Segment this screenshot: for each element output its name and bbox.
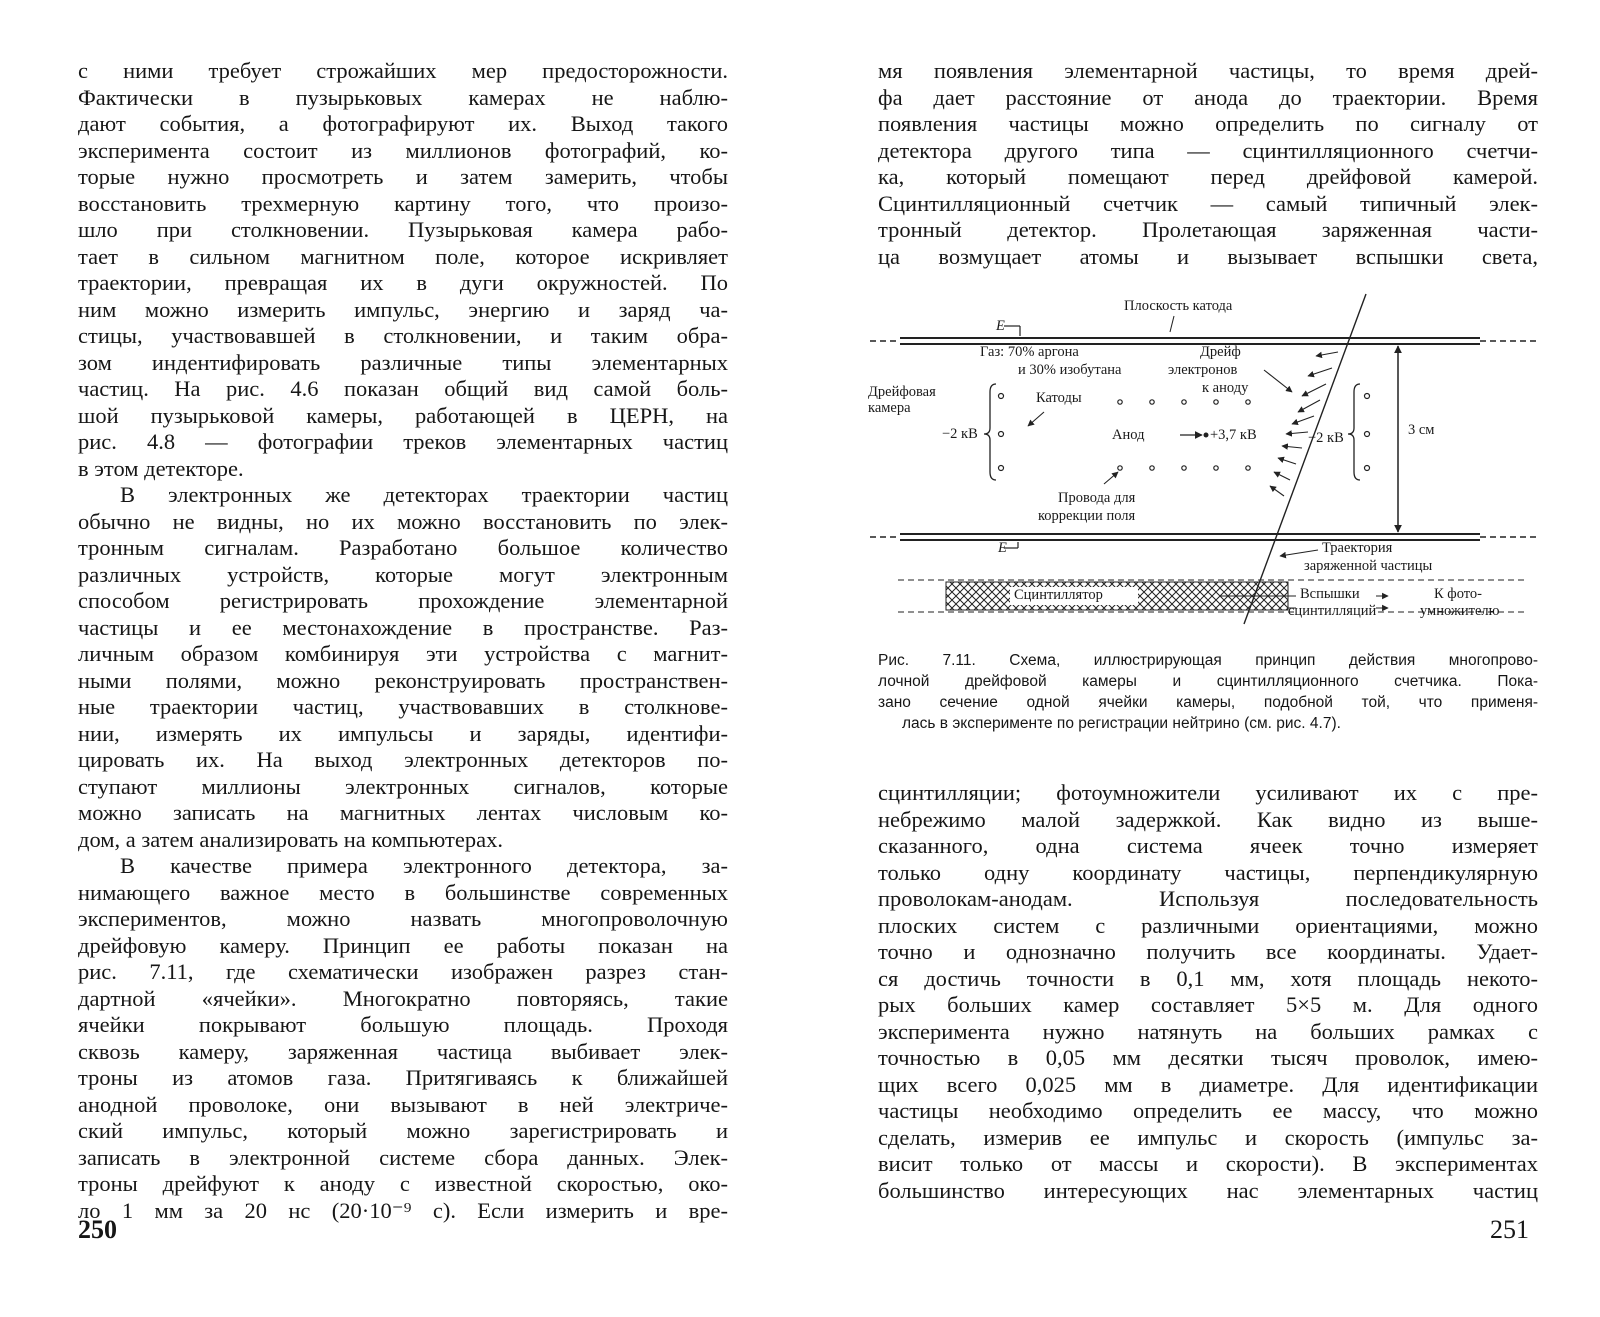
label-to-pmt: К фото- [1434, 586, 1482, 602]
wire-icon [1214, 400, 1218, 404]
label-minus-2kv-left: −2 кВ [942, 426, 978, 442]
label-anode: Анод [1112, 427, 1145, 443]
text-line: обычно не видны, но их можно восстановить по элек- [78, 508, 728, 534]
wire-icon [1150, 466, 1154, 470]
label-gas-2: и 30% изобутана [1018, 362, 1122, 378]
text-line: В качестве примера электронного детектора, за- [120, 853, 728, 878]
caption-line: зано сечение одной ячейки камеры, подобной той, что применя- [878, 694, 1538, 711]
text-line: эксперимента состоит из миллионов фотографий, ко- [78, 137, 728, 163]
text-line: ячейки покрывают большую площадь. Проходя [78, 1012, 728, 1037]
label-chamber-2: камера [868, 400, 911, 416]
text-line: детектора другого типа — сцинтилляционного счетчи- [878, 137, 1538, 163]
text-line: способом регистрировать прохождение элементарной [78, 588, 728, 613]
wire-icon [1365, 466, 1370, 471]
text-line: появления частицы можно определить по сигналу от [878, 111, 1538, 136]
label-cathodes: Катоды [1036, 390, 1082, 406]
anode-wire-icon [1204, 433, 1209, 438]
text-line: рис. 4.8 — фотографии треков элементарных частиц [78, 429, 728, 454]
text-line: с ними требует строжайших мер предосторожности. [78, 58, 728, 83]
wire-icon [1118, 400, 1122, 404]
text-line: нии, измерять их импульсы и заряды, идентифи- [78, 720, 728, 746]
left-page-text [78, 58, 728, 1224]
wire-icon [999, 466, 1004, 471]
label-3cm: 3 см [1408, 422, 1435, 438]
wire-icon [1150, 400, 1154, 404]
text-line: плоских систем с различными ориентациями, можно [878, 912, 1538, 938]
figure-drift-chamber [868, 292, 1568, 632]
text-line: тронным сигналам. Разработано большое количество [78, 535, 728, 560]
text-line: эксперимента нужно натянуть на больших рамках с [878, 1018, 1538, 1044]
right-page [800, 0, 1600, 1317]
text-line: только одну координату частицы, перпендикулярную [878, 859, 1538, 885]
label-minus-2kv-right: −2 кВ [1308, 430, 1344, 446]
right-brace [1348, 384, 1360, 480]
text-line: восстановить трехмерную картину того, что произо- [78, 190, 728, 216]
text-line: ся достичь точности в 0,1 мм, хотя площадь некото- [878, 965, 1538, 991]
text-line: экспериментов, можно назвать многопроволочную [78, 906, 728, 931]
text-line: стицы, участвовавшей в столкновении, и таким обра- [78, 323, 728, 348]
page-number: 251 [1490, 1215, 1529, 1244]
wire-icon [1246, 466, 1250, 470]
text-line: шой пузырьковой камеры, работающей в ЦЕРН, на [78, 402, 728, 428]
text-line: ло 1 мм за 20 нс (20·10⁻⁹ с). Если измерить и вре- [78, 1197, 728, 1223]
text-line: ными полями, можно реконструировать пространствен- [78, 667, 728, 693]
label-flashes: Вспышки [1300, 586, 1360, 602]
label-trajectory-2: заряженной частицы [1304, 558, 1433, 574]
label-to-pmt-2: умножителю [1420, 603, 1500, 619]
text-line: Сцинтилляционный счетчик — самый типичный элек- [878, 190, 1538, 216]
wire-icon [999, 394, 1004, 399]
text-line: частиц. На рис. 4.6 показан общий вид самой боль- [78, 376, 728, 401]
text-line: цировать их. На выход электронных детекторов по- [78, 747, 728, 772]
text-line: сцинтилляции; фотоумножители усиливают их с пре- [878, 780, 1538, 805]
text-line: записать в электронной системе сбора данных. Элек- [78, 1144, 728, 1170]
text-line: В электронных же детекторах траектории частиц [120, 482, 728, 507]
label-drift-3: к аноду [1202, 380, 1249, 396]
drift-electron-arrows [1270, 352, 1338, 496]
label-e-bottom: E [998, 540, 1007, 556]
label-correction-2: коррекции поля [1038, 508, 1136, 524]
text-line: частицы и ее местонахождение в пространстве. Раз- [78, 614, 728, 640]
label-chamber: Дрейфовая [868, 384, 936, 400]
text-line: тронный детектор. Пролетающая заряженная части- [878, 217, 1538, 242]
label-anode-voltage: +3,7 кВ [1210, 427, 1257, 443]
text-line: траектории, превращая их в дуги окружностей. По [78, 270, 728, 295]
text-line: в этом детекторе. [78, 455, 244, 481]
text-line: дрейфовую камеру. Принцип ее работы показан на [78, 932, 728, 958]
text-line: фа дает расстояние от анода до траектории. Время [878, 84, 1538, 110]
wire-icon [1246, 400, 1250, 404]
text-line: щих всего 0,025 мм в диаметре. Для идентификации [878, 1071, 1538, 1097]
wire-icon [1182, 400, 1186, 404]
wire-icon [1182, 466, 1186, 470]
caption-line: лочной дрейфовой камеры и сцинтилляционного счетчика. Пока- [878, 673, 1538, 690]
label-gas: Газ: 70% аргона [980, 344, 1079, 360]
label-flashes-2: сцинтилляций [1288, 603, 1377, 619]
text-line: частицы необходимо определить ее массу, что можно [878, 1098, 1538, 1123]
text-line: тает в сильном магнитном поле, которое искривляет [78, 243, 728, 269]
text-line: ные траектории частиц, участвовавших в столкнове- [78, 694, 728, 719]
text-line: сказанного, одна система ячеек точно измеряет [878, 833, 1538, 858]
wire-icon [1365, 394, 1370, 399]
drift-chamber-diagram [868, 292, 1568, 632]
right-page-bottom-text [878, 780, 1538, 1204]
wire-icon [999, 432, 1004, 437]
text-line: рых больших камер составляет 5×5 м. Для одного [878, 992, 1538, 1017]
text-line: рис. 7.11, где схематически изображен разрез стан- [78, 959, 728, 984]
text-line: дом, а затем анализировать на компьютерах. [78, 826, 503, 852]
text-line: дартной «ячейки». Многократно повторяясь, такие [78, 985, 728, 1011]
text-line: торые нужно просмотреть и затем замерить, чтобы [78, 164, 728, 189]
text-line: проволокам-анодам. Используя последовательность [878, 886, 1538, 911]
label-drift: Дрейф [1200, 344, 1241, 360]
page-number: 250 [78, 1215, 117, 1244]
text-line: анодной проволоке, они вызывают в ней электриче- [78, 1091, 728, 1117]
text-line: можно записать на магнитных лентах числовым ко- [78, 800, 728, 825]
text-line: небрежимо малой задержкой. Как видно из выше- [878, 806, 1538, 832]
caption-line: лась в эксперименте по регистрации нейтрино (см. рис. 4.7). [902, 715, 1341, 732]
figure-caption [878, 650, 1538, 734]
text-line: Фактически в пузырьковых камерах не наблю- [78, 84, 728, 110]
label-cathode-plane: Плоскость катода [1124, 298, 1233, 314]
text-line: ский импульс, который можно зарегистрировать и [78, 1118, 728, 1143]
text-line: шло при столкновении. Пузырьковая камера рабо- [78, 217, 728, 242]
text-line: нимающего важное место в большинстве современных [78, 879, 728, 905]
caption-line: Рис. 7.11. Схема, иллюстрирующая принцип действия многопрово- [878, 652, 1538, 669]
left-page [0, 0, 790, 1317]
label-e-top: E [996, 318, 1005, 334]
left-brace [984, 384, 996, 480]
text-line: дают события, а фотографируют их. Выход такого [78, 111, 728, 136]
text-line: различных устройств, которые могут электронным [78, 561, 728, 587]
text-line: троны из атомов газа. Притягиваясь к ближайшей [78, 1065, 728, 1090]
text-line: ца возмущает атомы и вызывает вспышки света, [878, 243, 1538, 269]
label-scintillator: Сцинтиллятор [1014, 587, 1103, 603]
label-drift-2: электронов [1168, 362, 1238, 378]
text-line: сквозь камеру, заряженная частица выбивает элек- [78, 1038, 728, 1064]
text-line: личным образом комбинируя эти устройства с магнит- [78, 641, 728, 666]
text-line: зом индентифировать различные типы элементарных [78, 349, 728, 375]
wire-icon [1365, 432, 1370, 437]
text-line: ним можно измерить импульс, энергию и заряд ча- [78, 296, 728, 322]
text-line: мя появления элементарной частицы, то время дрей- [878, 58, 1538, 83]
wire-icon [1118, 466, 1122, 470]
text-line: сделать, измерив ее импульс и скорость (импульс за- [878, 1124, 1538, 1150]
text-line: точностью в 0,05 мм десятки тысяч проволок, имею- [878, 1045, 1538, 1070]
wire-icon [1214, 466, 1218, 470]
text-line: точно и однозначно получить все координаты. Удает- [878, 939, 1538, 964]
right-page-top-text [878, 58, 1538, 270]
text-line: ступают миллионы электронных сигналов, которые [78, 773, 728, 799]
label-trajectory: Траектория [1322, 540, 1393, 556]
text-line: большинство интересующих нас элементарных частиц [878, 1177, 1538, 1203]
text-line: ка, который помещают перед дрейфовой камерой. [878, 164, 1538, 189]
label-correction: Провода для [1058, 490, 1136, 506]
text-line: висит только от массы и скорости). В экспериментах [878, 1151, 1538, 1176]
text-line: троны дрейфуют к аноду с известной скоростью, око- [78, 1171, 728, 1196]
